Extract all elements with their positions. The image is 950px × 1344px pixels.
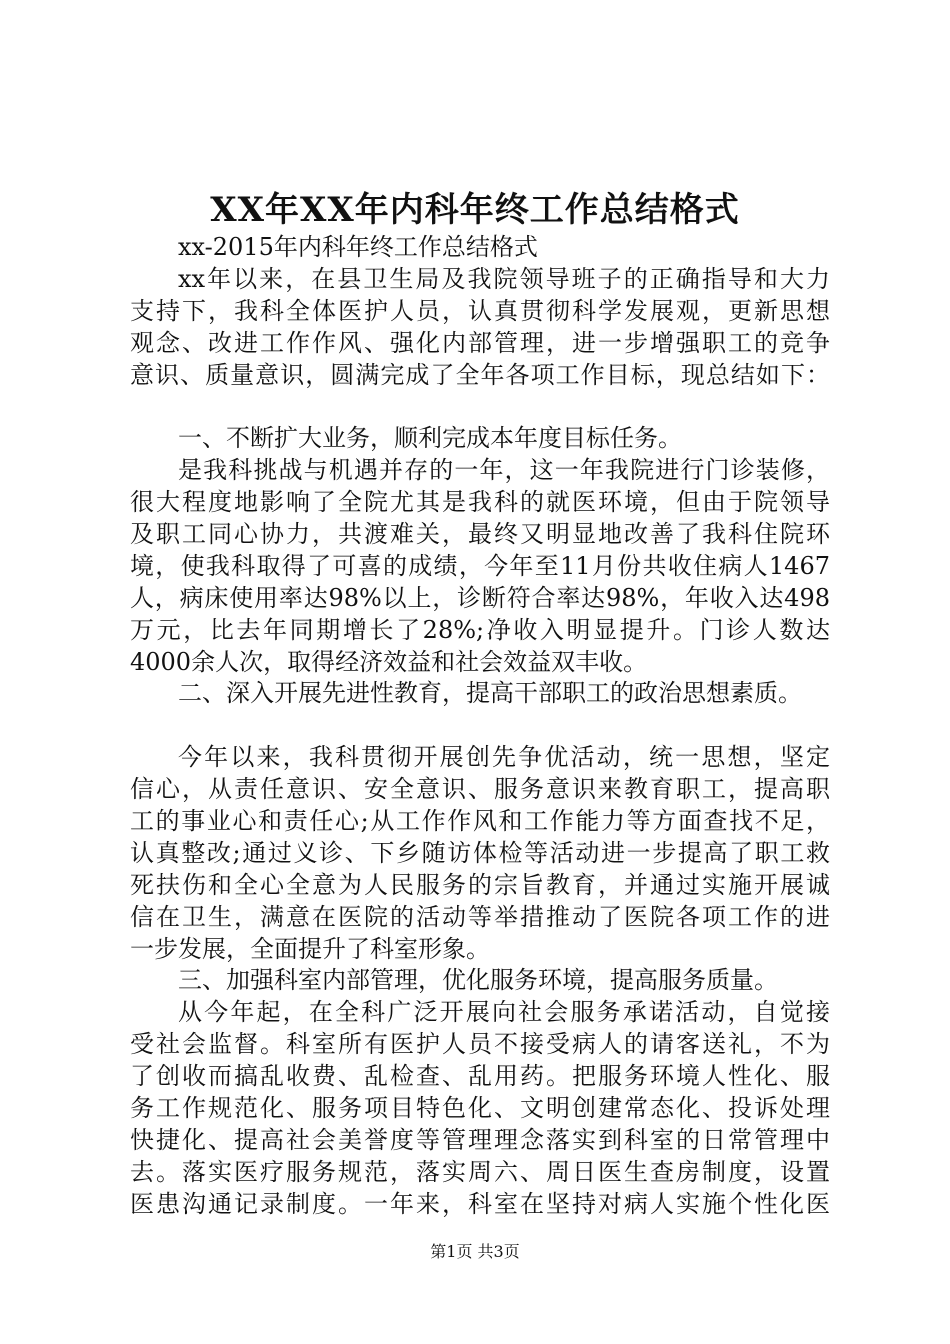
- section-heading: 一、不断扩大业务，顺利完成本年度目标任务。: [178, 424, 682, 453]
- text-line: 从今年起，在全科广泛开展向社会服务承诺活动，自觉接: [178, 998, 830, 1027]
- text-line: 死扶伤和全心全意为人民服务的宗旨教育，并通过实施开展诚: [130, 870, 830, 899]
- text-line: xx年以来，在县卫生局及我院领导班子的正确指导和大力: [178, 264, 830, 293]
- text-line: 认真整改;通过义诊、下乡随访体检等活动进一步提高了职工救: [130, 838, 830, 867]
- text-line: 工的事业心和责任心;从工作作风和工作能力等方面查找不足，: [130, 807, 830, 836]
- paragraph-gap: [130, 391, 830, 423]
- text-line: 去。落实医疗服务规范，落实周六、周日医生查房制度，设置: [130, 1157, 830, 1186]
- text-line: 受社会监督。科室所有医护人员不接受病人的请客送礼，不为: [130, 1030, 830, 1059]
- section-heading: 三、加强科室内部管理，优化服务环境，提高服务质量。: [178, 966, 778, 995]
- text-line: 万元，比去年同期增长了28%;净收入明显提升。门诊人数达: [130, 615, 830, 644]
- document-title: XX年XX年内科年终工作总结格式: [210, 190, 740, 230]
- text-line: 一步发展，全面提升了科室形象。: [130, 934, 490, 963]
- text-line: xx-2015年内科年终工作总结格式: [178, 233, 538, 261]
- text-line: 是我科挑战与机遇并存的一年，这一年我院进行门诊装修，: [178, 456, 830, 485]
- text-line: 支持下，我科全体医护人员，认真贯彻科学发展观，更新思想: [130, 296, 830, 325]
- text-line: 很大程度地影响了全院尤其是我科的就医环境，但由于院领导: [130, 488, 830, 517]
- text-line: 境，使我科取得了可喜的成绩，今年至11月份共收住病人1467: [130, 551, 830, 580]
- paragraph-gap: [130, 710, 830, 742]
- text-line: 4000余人次，取得经济效益和社会效益双丰收。: [130, 647, 648, 676]
- text-line: 快捷化、提高社会美誉度等管理理念落实到科室的日常管理中: [130, 1125, 830, 1154]
- section-heading: 二、深入开展先进性教育，提高干部职工的政治思想素质。: [178, 679, 802, 708]
- page-number: 第1页 共3页: [430, 1242, 520, 1261]
- text-line: 今年以来，我科贯彻开展创先争优活动，统一思想，坚定: [178, 743, 830, 772]
- document-body: [130, 232, 830, 1221]
- text-line: 及职工同心协力，共渡难关，最终又明显地改善了我科住院环: [130, 520, 830, 549]
- text-line: 观念、改进工作作风、强化内部管理，进一步增强职工的竞争: [130, 328, 830, 357]
- text-line: 医患沟通记录制度。一年来，科室在坚持对病人实施个性化医: [130, 1189, 830, 1218]
- text-line: 信在卫生，满意在医院的活动等举措推动了医院各项工作的进: [130, 902, 830, 931]
- text-line: 信心，从责任意识、安全意识、服务意识来教育职工，提高职: [130, 775, 830, 804]
- text-line: 人，病床使用率达98%以上，诊断符合率达98%，年收入达498: [130, 583, 830, 612]
- text-line: 了创收而搞乱收费、乱检查、乱用药。把服务环境人性化、服: [130, 1062, 830, 1091]
- text-line: 务工作规范化、服务项目特色化、文明创建常态化、投诉处理: [130, 1094, 830, 1123]
- text-line: 意识、质量意识，圆满完成了全年各项工作目标，现总结如下：: [130, 360, 830, 389]
